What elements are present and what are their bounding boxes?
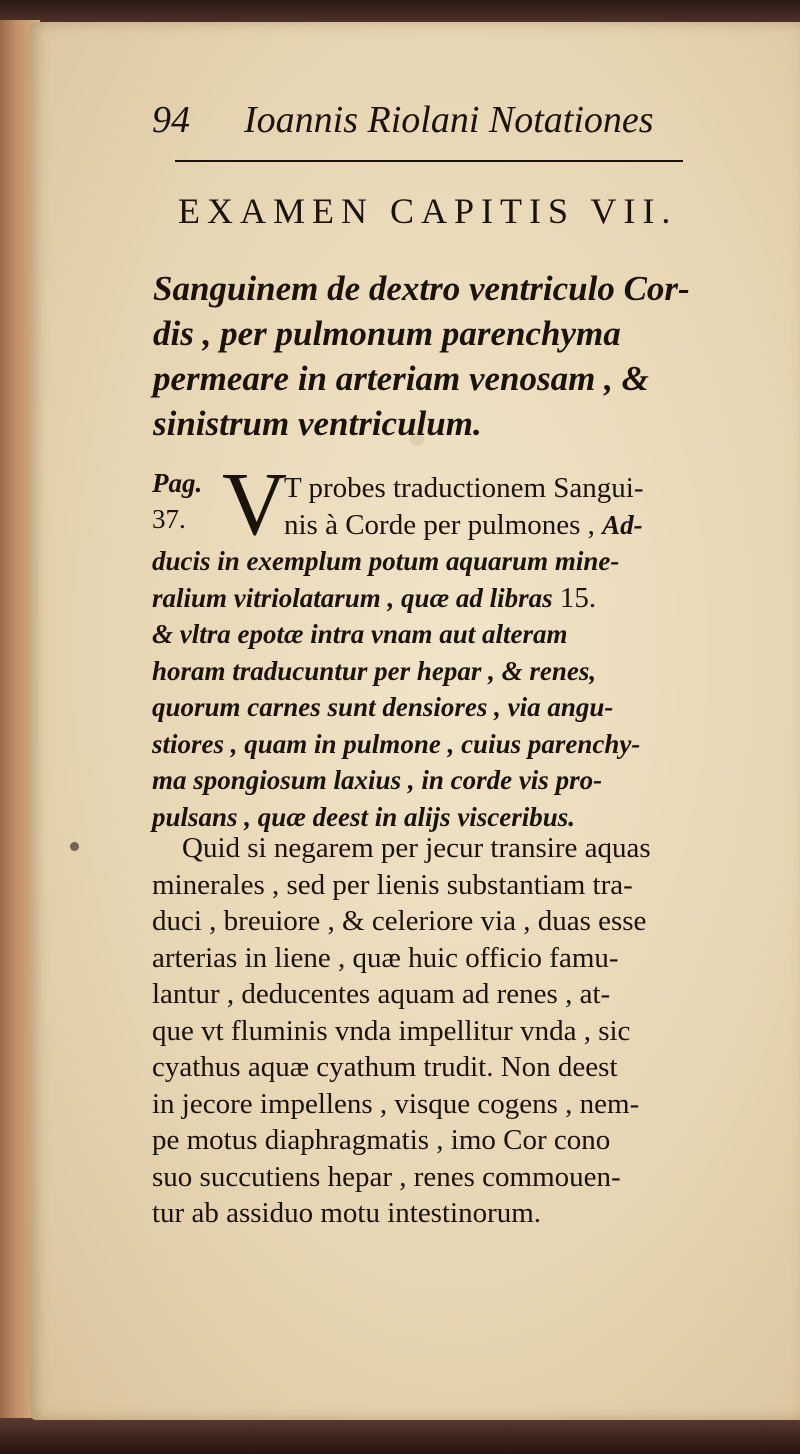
italic-text: Ad- (602, 509, 643, 540)
italic-text: quorum carnes sunt densiores , via angu- (152, 692, 614, 722)
ink-spot (70, 842, 79, 851)
italic-text: & vltra epotæ intra vnam aut alteram (152, 619, 568, 649)
roman-text: 15. (552, 581, 597, 614)
text-line: cyathus aquæ cyathum trudit. Non deest (152, 1051, 618, 1083)
text-line: suo succutiens hepar , renes commouen- (152, 1160, 621, 1193)
italic-text: stiores , quam in pulmone , cuius parenchy- (152, 728, 641, 759)
text-line (152, 762, 712, 799)
roman-text: T probes traductionem Sangui- (284, 472, 644, 504)
chapter-title: EXAMEN CAPITIS VII. (178, 191, 678, 231)
drop-cap: V (222, 455, 287, 554)
italic-text: pulsans , quæ deest in alijs visceribus. (152, 801, 576, 832)
header-rule (175, 160, 683, 162)
book-binding-bottom (0, 1418, 800, 1454)
text-line: lantur , deducentes aquam ad renes , at- (152, 978, 611, 1010)
text-line (152, 689, 712, 726)
text-line: tur ab assiduo motu intestinorum. (152, 1197, 542, 1229)
text-line: Quid si negarem per jecur transire aquas (182, 832, 651, 864)
text-line: minerales , sed per lienis substantiam tra- (152, 868, 633, 901)
paragraph-1 (152, 470, 712, 835)
italic-text: ralium vitriolatarum , quæ ad libras (152, 582, 553, 613)
text-line (152, 580, 712, 617)
text-line (152, 653, 712, 690)
text-line (152, 543, 712, 580)
summary-line: Sanguinem de dextro ventriculo Cor- (153, 269, 690, 308)
roman-text: nis à Corde per pulmones , (284, 508, 603, 541)
chapter-summary (153, 266, 713, 446)
page-number: 94 (152, 99, 190, 141)
text-line: arterias in liene , quæ huic officio famu- (152, 941, 619, 974)
text-line (152, 616, 712, 653)
italic-text: ma spongiosum laxius , in corde vis pro- (152, 765, 603, 795)
summary-line: permeare in arteriam venosam , & (153, 359, 649, 398)
paragraph-2 (152, 830, 717, 1232)
margin-pag-label: Pag. (152, 468, 203, 498)
text-line (152, 507, 712, 544)
text-line: que vt fluminis vnda impellitur vnda , sic (152, 1014, 631, 1047)
running-title: Ioannis Riolani Notationes (244, 99, 654, 141)
text-line (152, 726, 712, 763)
italic-text: horam traducuntur per hepar , & renes, (152, 655, 597, 686)
page-header (152, 98, 692, 148)
text-line: pe motus diaphragmatis , imo Cor cono (152, 1124, 611, 1156)
italic-text: ducis in exemplum potum aquarum mine- (152, 546, 620, 576)
summary-line: dis , per pulmonum parenchyma (153, 314, 621, 353)
margin-pag-number: 37. (152, 504, 186, 534)
text-line (152, 470, 712, 507)
text-line: duci , breuiore , & celeriore via , duas esse (152, 905, 647, 937)
summary-line: sinistrum ventriculum. (153, 404, 482, 443)
text-line: in jecore impellens , visque cogens , nem- (152, 1087, 640, 1120)
